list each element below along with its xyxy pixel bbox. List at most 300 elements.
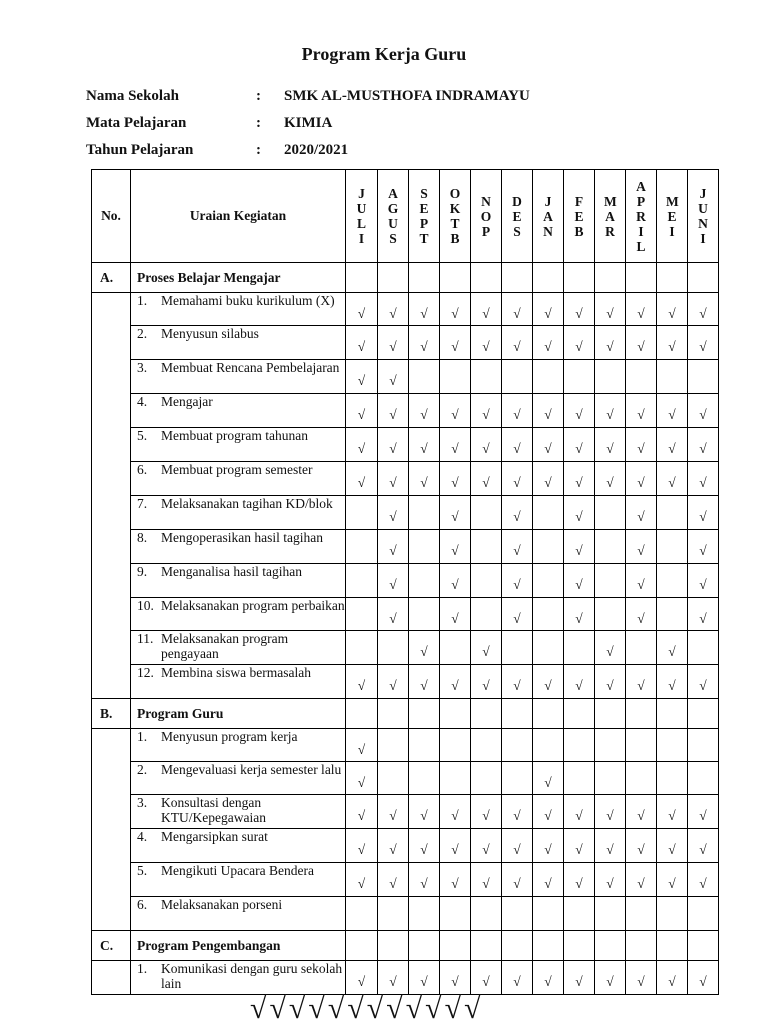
month-cell (502, 863, 533, 897)
checkmark: √ (606, 842, 614, 857)
checkmark: √ (606, 678, 614, 693)
month-cell (440, 428, 471, 462)
month-cell (440, 530, 471, 564)
month-cell (626, 326, 657, 360)
checkmark: √ (513, 407, 521, 422)
checkmark: √ (575, 475, 583, 490)
month-cell (440, 598, 471, 631)
checkmark: √ (513, 509, 521, 524)
month-cell (440, 631, 471, 665)
month-cell (688, 394, 719, 428)
month-cell (471, 394, 502, 428)
checkmark: √ (451, 876, 459, 891)
section-month-cell (409, 931, 440, 961)
month-cell (378, 428, 409, 462)
section-month-cell (440, 263, 471, 293)
activity-cell (131, 762, 346, 795)
activity-number: 1. (137, 729, 148, 744)
month-cell (471, 293, 502, 326)
table-row (92, 665, 719, 699)
month-cell (657, 293, 688, 326)
month-cell (688, 729, 719, 762)
activity-text: Melaksanakan porseni (161, 897, 283, 912)
checkmark: √ (668, 407, 676, 422)
month-cell (626, 530, 657, 564)
month-cell (533, 530, 564, 564)
activity-cell (131, 631, 346, 665)
month-cell (409, 729, 440, 762)
month-cell (346, 428, 378, 462)
month-header: JULI (346, 170, 378, 263)
month-cell (533, 729, 564, 762)
month-cell (564, 293, 595, 326)
month-cell (657, 598, 688, 631)
month-cell (533, 762, 564, 795)
checkmark: √ (357, 678, 366, 693)
activity-cell (131, 863, 346, 897)
activity-text: Komunikasi dengan guru sekolah lain (161, 961, 343, 991)
checkmark: √ (482, 678, 490, 693)
section-month-cell (688, 263, 719, 293)
activity-text: Mengoperasikan hasil tagihan (161, 530, 323, 545)
month-cell (564, 897, 595, 931)
activity-cell (131, 496, 346, 530)
month-cell (533, 394, 564, 428)
month-cell (471, 564, 502, 598)
month-cell (440, 564, 471, 598)
month-cell (657, 462, 688, 496)
month-cell (440, 961, 471, 995)
month-cell (657, 564, 688, 598)
month-cell (688, 762, 719, 795)
section-month-cell (688, 699, 719, 729)
month-cell (657, 762, 688, 795)
activity-cell (131, 795, 346, 829)
activity-text: Melaksanakan tagihan KD/blok (161, 496, 333, 511)
month-cell (657, 961, 688, 995)
activity-number: 3. (137, 795, 148, 810)
month-cell (346, 598, 378, 631)
checkmark: √ (357, 339, 366, 354)
no-header: No. (92, 170, 131, 263)
checkmark: √ (482, 441, 490, 456)
month-cell (657, 394, 688, 428)
table-row (92, 530, 719, 564)
checkmark: √ (668, 876, 676, 891)
section-month-cell (346, 931, 378, 961)
month-cell (564, 665, 595, 699)
checkmark: √ (482, 407, 490, 422)
month-cell (688, 863, 719, 897)
checkmark: √ (513, 577, 521, 592)
checkmark: √ (668, 475, 676, 490)
section-title: Proses Belajar Mengajar (131, 263, 346, 293)
checkmark: √ (357, 306, 366, 321)
month-cell (595, 564, 626, 598)
activity-number: 1. (137, 293, 148, 308)
checkmark: √ (451, 808, 459, 823)
meta-value: KIMIA (284, 115, 333, 131)
month-cell (688, 897, 719, 931)
checkmark: √ (637, 509, 645, 524)
checkmark: √ (637, 842, 645, 857)
month-cell (595, 961, 626, 995)
month-cell (595, 897, 626, 931)
table-row (92, 462, 719, 496)
checkmark: √ (451, 611, 459, 626)
month-cell (564, 428, 595, 462)
checkmark: √ (544, 775, 552, 790)
checkmark: √ (357, 842, 366, 857)
month-cell (595, 360, 626, 394)
section-month-cell (378, 931, 409, 961)
month-cell (564, 631, 595, 665)
month-cell (688, 360, 719, 394)
checkmark: √ (482, 306, 490, 321)
section-row (92, 699, 719, 729)
month-cell (440, 496, 471, 530)
month-cell (626, 496, 657, 530)
checkmark: √ (451, 678, 459, 693)
checkmark: √ (389, 475, 397, 490)
month-cell (533, 598, 564, 631)
checkmark: √ (482, 339, 490, 354)
checkmark: √ (575, 876, 583, 891)
checkmark: √ (544, 306, 552, 321)
activity-text: Mengarsipkan surat (161, 829, 268, 844)
month-cell (533, 897, 564, 931)
table-row (92, 564, 719, 598)
checkmark: √ (637, 543, 645, 558)
month-cell (346, 729, 378, 762)
checkmark: √ (389, 306, 397, 321)
table-row (92, 762, 719, 795)
month-cell (440, 863, 471, 897)
month-cell (688, 961, 719, 995)
month-cell (471, 462, 502, 496)
month-cell (440, 326, 471, 360)
month-cell (533, 961, 564, 995)
activity-number: 4. (137, 394, 148, 409)
month-cell (440, 729, 471, 762)
section-month-cell (533, 263, 564, 293)
month-cell (564, 863, 595, 897)
meta-label: Mata Pelajaran (86, 115, 187, 131)
month-cell (595, 762, 626, 795)
month-cell (409, 394, 440, 428)
month-cell (533, 428, 564, 462)
month-cell (626, 598, 657, 631)
month-cell (409, 598, 440, 631)
activity-cell (131, 829, 346, 863)
month-cell (502, 897, 533, 931)
month-cell (502, 530, 533, 564)
checkmark: √ (357, 876, 366, 891)
checkmark: √ (637, 306, 645, 321)
month-cell (409, 326, 440, 360)
page-title: Program Kerja Guru (301, 44, 467, 64)
activity-text: Melaksanakan program pengayaan (161, 631, 289, 661)
month-cell (378, 293, 409, 326)
checkmark: √ (420, 644, 428, 659)
table-row (92, 326, 719, 360)
month-cell (688, 665, 719, 699)
checkmark: √ (451, 842, 459, 857)
month-cell (440, 795, 471, 829)
meta-colon: : (256, 88, 261, 104)
month-cell (378, 326, 409, 360)
month-cell (471, 631, 502, 665)
month-cell (533, 496, 564, 530)
month-cell (657, 530, 688, 564)
checkmark: √ (606, 876, 614, 891)
month-cell (564, 961, 595, 995)
table-row (92, 496, 719, 530)
meta-label: Nama Sekolah (86, 88, 179, 104)
table-row (92, 360, 719, 394)
month-cell (626, 729, 657, 762)
month-cell (533, 829, 564, 863)
month-cell (564, 530, 595, 564)
month-header: NOP (471, 170, 502, 263)
month-cell (564, 829, 595, 863)
checkmark: √ (606, 407, 614, 422)
section-month-cell (471, 263, 502, 293)
month-cell (657, 428, 688, 462)
section-letter: B. (92, 699, 131, 729)
activity-text: Menyusun silabus (161, 326, 259, 341)
checkmark: √ (544, 876, 552, 891)
month-cell (471, 863, 502, 897)
uraian-header: Uraian Kegiatan (131, 170, 346, 263)
checkmark: √ (420, 407, 428, 422)
checkmark: √ (637, 407, 645, 422)
checkmark: √ (357, 742, 366, 757)
month-cell (378, 496, 409, 530)
checkmark: √ (575, 509, 583, 524)
checkmark: √ (699, 339, 707, 354)
month-cell (688, 530, 719, 564)
section-month-cell (471, 931, 502, 961)
month-cell (595, 293, 626, 326)
checkmark: √ (451, 577, 459, 592)
checkmark: √ (699, 577, 707, 592)
month-cell (346, 293, 378, 326)
month-cell (595, 729, 626, 762)
checkmark: √ (637, 678, 645, 693)
month-cell (409, 462, 440, 496)
checkmark: √ (575, 678, 583, 693)
checkmark: √ (544, 974, 552, 989)
month-cell (657, 496, 688, 530)
month-cell (346, 829, 378, 863)
section-month-cell (657, 263, 688, 293)
checkmark: √ (668, 974, 676, 989)
month-cell (626, 293, 657, 326)
month-cell (595, 863, 626, 897)
checkmark: √ (668, 441, 676, 456)
month-cell (346, 897, 378, 931)
checkmark: √ (389, 876, 397, 891)
table-row (92, 961, 719, 995)
section-month-cell (657, 931, 688, 961)
month-cell (409, 795, 440, 829)
month-cell (595, 326, 626, 360)
checkmark: √ (637, 475, 645, 490)
month-cell (378, 729, 409, 762)
checkmark: √ (420, 842, 428, 857)
month-cell (502, 729, 533, 762)
month-cell (502, 394, 533, 428)
section-month-cell (409, 263, 440, 293)
month-cell (378, 795, 409, 829)
month-cell (502, 462, 533, 496)
checkmark: √ (451, 475, 459, 490)
month-cell (346, 631, 378, 665)
month-cell (440, 293, 471, 326)
checkmark: √ (668, 306, 676, 321)
month-cell (564, 462, 595, 496)
checkmark: √ (451, 441, 459, 456)
checkmark: √ (451, 509, 459, 524)
month-cell (595, 462, 626, 496)
month-cell (378, 394, 409, 428)
month-cell (595, 665, 626, 699)
month-cell (378, 863, 409, 897)
month-cell (626, 394, 657, 428)
month-cell (657, 829, 688, 863)
month-header: APRIL (626, 170, 657, 263)
month-cell (471, 729, 502, 762)
checkmark: √ (606, 475, 614, 490)
activity-text: Memahami buku kurikulum (X) (161, 293, 335, 308)
checkmark: √ (575, 808, 583, 823)
activity-number: 7. (137, 496, 148, 511)
checkmark: √ (482, 974, 490, 989)
month-header: OKTB (440, 170, 471, 263)
checkmark: √ (606, 441, 614, 456)
checkmark: √ (606, 339, 614, 354)
month-cell (564, 729, 595, 762)
month-cell (502, 598, 533, 631)
checkmark: √ (420, 876, 428, 891)
checkmark: √ (544, 808, 552, 823)
section-month-cell (564, 263, 595, 293)
month-cell (502, 762, 533, 795)
activity-cell (131, 428, 346, 462)
checkmark: √ (389, 808, 397, 823)
section-month-cell (688, 931, 719, 961)
checkmark: √ (451, 339, 459, 354)
month-cell (533, 293, 564, 326)
month-cell (626, 564, 657, 598)
checkmark: √ (544, 339, 552, 354)
checkmark: √ (357, 974, 366, 989)
month-cell (440, 762, 471, 795)
month-cell (409, 530, 440, 564)
activity-text: Mengikuti Upacara Bendera (161, 863, 314, 878)
section-month-cell (626, 699, 657, 729)
month-cell (564, 360, 595, 394)
checkmark: √ (482, 842, 490, 857)
month-cell (502, 961, 533, 995)
month-cell (378, 360, 409, 394)
activity-number: 5. (137, 863, 148, 878)
checkmark: √ (668, 808, 676, 823)
checkmark: √ (575, 441, 583, 456)
section-month-cell (595, 699, 626, 729)
month-cell (657, 863, 688, 897)
activity-text: Mengevaluasi kerja semester lalu (161, 762, 342, 777)
month-cell (409, 961, 440, 995)
section-month-cell (502, 263, 533, 293)
table-row (92, 394, 719, 428)
checkmark: √ (357, 808, 366, 823)
activity-number: 1. (137, 961, 148, 976)
checkmark: √ (637, 577, 645, 592)
checkmark: √ (668, 339, 676, 354)
checkmark: √ (389, 407, 397, 422)
month-cell (626, 360, 657, 394)
month-cell (471, 326, 502, 360)
month-cell (471, 598, 502, 631)
month-cell (595, 631, 626, 665)
checkmark: √ (699, 611, 707, 626)
checkmark: √ (668, 678, 676, 693)
checkmark: √ (451, 543, 459, 558)
activity-number: 4. (137, 829, 148, 844)
month-cell (688, 598, 719, 631)
month-cell (440, 897, 471, 931)
activity-text: Konsultasi dengan KTU/Kepegawaian (161, 795, 266, 825)
checkmark: √ (606, 644, 614, 659)
month-cell (471, 530, 502, 564)
checkmark: √ (668, 644, 676, 659)
meta-colon: : (256, 142, 261, 158)
month-cell (409, 863, 440, 897)
program-table (91, 169, 719, 995)
month-cell (688, 293, 719, 326)
section-month-cell (595, 263, 626, 293)
month-cell (440, 829, 471, 863)
table-row (92, 631, 719, 665)
month-cell (409, 360, 440, 394)
month-cell (378, 762, 409, 795)
checkmark: √ (513, 543, 521, 558)
checkmark: √ (575, 577, 583, 592)
month-cell (409, 762, 440, 795)
activity-text: Membuat Rencana Pembelajaran (161, 360, 340, 375)
month-cell (471, 762, 502, 795)
checkmark: √ (699, 441, 707, 456)
month-cell (595, 598, 626, 631)
section-month-cell (378, 699, 409, 729)
month-cell (502, 326, 533, 360)
table-row (92, 729, 719, 762)
month-cell (471, 496, 502, 530)
checkmark: √ (699, 306, 707, 321)
month-cell (502, 293, 533, 326)
month-cell (626, 897, 657, 931)
month-cell (564, 762, 595, 795)
month-cell (626, 863, 657, 897)
meta-value: 2020/2021 (284, 142, 349, 158)
section-spacer-cell (92, 729, 131, 931)
section-title: Program Guru (131, 699, 346, 729)
month-cell (564, 326, 595, 360)
month-cell (626, 961, 657, 995)
month-cell (471, 360, 502, 394)
